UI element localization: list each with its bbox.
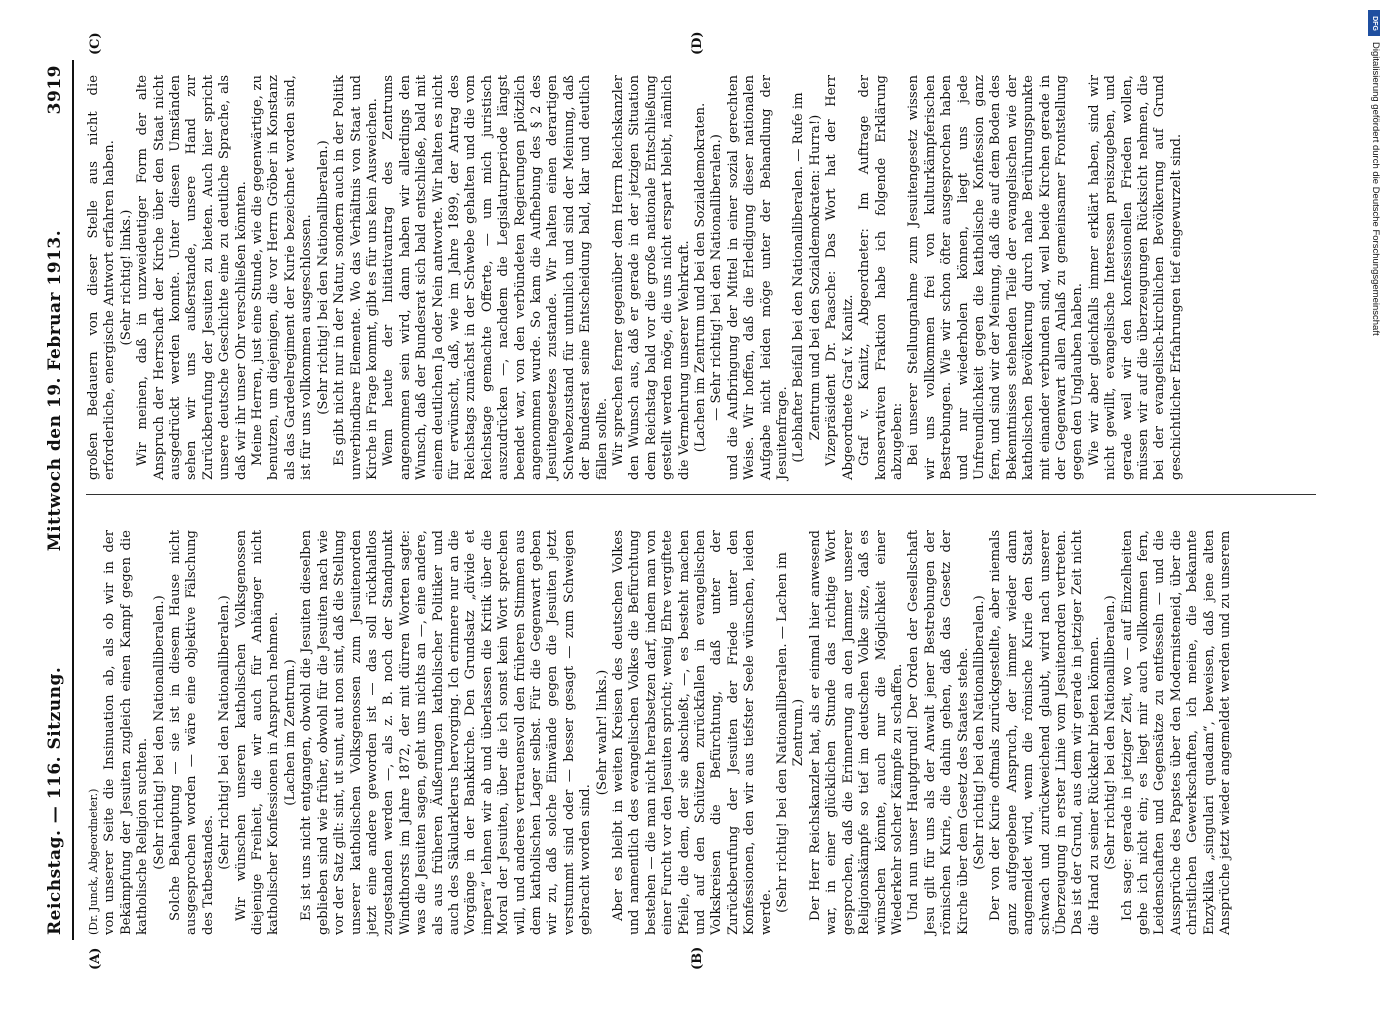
paragraph: Meine Herren, just eine Stunde, wie die gegenwärtige, zu benutzen, um diejenigen, die vor Herrn Gröber in Konstanz als das Gardeelregiment der Kurie bezeichnet worden sind, ist für uns vollkommen ausgeschlossen.	[250, 75, 315, 480]
header-rule	[72, 60, 74, 940]
dfg-logo-text: DFG	[1370, 15, 1378, 31]
interjection: (Lebhafter Beifall bei den Nationalliberalen. — Rufe im Zentrum und bei den Sozialdemokraten: Hurra!)	[791, 92, 823, 463]
margin-marker-b: (B)	[690, 946, 705, 970]
paragraph: Wie wir aber gleichfalls immer erklärt haben, sind wir nicht gewillt, evangelische Interessen preiszugeben, und gerade weil wir den konfessionellen Frieden wollen, müssen wir auf die überzeugungen Rücksicht nehmen, die bei der evangelisch-kirchlichen Bevölkerung auf Grund geschichtlicher Erfahrungen tief eingewurzelt sind.	[1086, 75, 1184, 480]
digitization-note: Digitalisierung gefördert durch die Deutsche Forschungsgemeinschaft	[1370, 42, 1381, 336]
interjection: (Lachen im Zentrum.)	[282, 659, 298, 806]
paragraph: großen Bedauern von dieser Stelle aus nicht die erforderliche, energische Antwort erfahren haben.	[86, 75, 118, 480]
paragraph: Wir meinen, daß in unzweideutiger Form der alte Anspruch der Herrschaft der Kirche über den Staat nicht ausgedrückt werden konnte. Unter diesen Umständen sehen wir uns außerstande, unsere Hand zur Zurückberufung der Jesuiten zu bieten. Auch hier spricht unsere deutsche Geschichte eine zu deutliche Sprache, als daß wir ihr unser Ohr verschließen könnten.	[135, 75, 249, 480]
margin-marker-a: (A)	[88, 947, 103, 970]
page-number: 3919	[45, 65, 65, 115]
paragraph: Ich sage: gerade in jetziger Zeit, wo — auf Einzelheiten gehe ich nicht ein; es liegt mir auch vollkommen fern, Leidenschaften und Gegensätze zu entfesseln — und die Aussprüche des Papstes über den Modernisteneid, über die christlichen Gewerkschaften, ich meine, die bekannte Enzyklika „singulari quadam“, beweisen, daß jene alten Ansprüche jetzt wieder angemeldet werden und zu unserem	[1119, 530, 1234, 935]
column-right	[86, 75, 1185, 480]
header-date: Mittwoch den 19. Februar 1913.	[45, 229, 65, 552]
paragraph: und die Aufbringung der Mittel in einer sozial gerechten Weise. Wir hoffen, daß die Erledigung dieser nationalen Aufgabe nicht leiden möge unter der Behandlung der Jesuitenfrage.	[725, 75, 791, 480]
paragraph: von unserer Seite die Insinuation ab, als ob wir in der Bekämpfung der Jesuiten zugleich einen Kampf gegen die katholische Religion suchten.	[102, 530, 151, 935]
paragraph: Wir wünschen unseren katholischen Volksgenossen diejenige Freiheit, die wir auch für Anhänger nicht katholischer Konfessionen in Anspruch nehmen.	[233, 530, 282, 935]
paragraph: Der von der Kurie oftmals zurückgestellte, aber niemals ganz aufgegebene Anspruch, der immer wieder dann angemeldet wird, wenn die römische Kurie den Staat schwach und zurückweichend glaubt, wird nach unserer Überzeugung in erster Linie vom Jesuitenorden vertreten. Das ist der Grund, aus dem wir gerade in jetziger Zeit nicht die Hand zu seiner Rückkehr bieten können.	[988, 530, 1102, 935]
dfg-logo	[1368, 10, 1380, 36]
interjection: (Sehr richtig! bei den Nationalliberalen.)	[151, 595, 167, 870]
speaker-announcement: Vizepräsident Dr. Paasche: Das Wort hat der Herr Abgeordnete Graf v. Kanitz.	[824, 75, 856, 480]
paragraph: Solche Behauptung — sie ist in diesem Hause nicht ausgesprochen worden — wäre eine objektive Fälschung des Tatbestandes.	[168, 530, 216, 935]
interjection: (Sehr richtig! links.)	[118, 209, 134, 346]
page-header	[40, 65, 70, 935]
paragraph: Es ist uns nicht entgangen, obwohl die Jesuiten dieselben geblieben sind wie früher, obwohl für die Jesuiten nach wie vor der Satz gilt: sint, ut sunt, aut non sint, daß die Stellung unserer katholischen Volksgenossen zum Jesuitenorden jetzt eine andere geworden ist — das soll rückhaltlos zugestanden werden —, als z. B. noch der Standpunkt Windthorsts im Jahre 1872, der mit dürren Worten sagte: was die Jesuiten sagen, geht uns nichts an —, eine andere, als aus früheren Äußerungen katholischer Politiker und auch des Säkularklerus hervorging. Ich erinnere nur an die Vorgänge in der Bankkirche. Den Grundsatz „divide et impera“ lehnen wir ab und überlassen die Kritik über die Moral der Jesuiten, über die ich sonst kein Wort sprechen will, und anderes vertrauensvoll den früheren Stimmen aus dem katholischen Lager selbst. Für die Gegenwart geben wir zu, daß solche Einwände gegen die Jesuiten jetzt verstummt sind oder — besser gesagt — zum Schweigen gebracht worden sind.	[299, 530, 594, 935]
column-divider	[86, 494, 1316, 495]
speaker-reference: (Dr. Junck, Abgeordneter.)	[87, 788, 100, 935]
paragraph: Es gibt nicht nur in der Natur, sondern auch in der Politik unverbindbare Elemente. Wo das Verhältnis von Staat und Kirche in Frage kommt, gibt es für uns kein Ausweichen.	[332, 75, 380, 480]
paragraph: Bei unserer Stellungnahme zum Jesuitengesetz wissen wir uns vollkommen frei von kulturkämpferischen Bestrebungen. Wie wir schon öfter ausgesprochen haben und nur wiederholen können, liegt uns jede Unfreundlichkeit gegen die katholische Konfession ganz fern, und sind wir der Meinung, daß die auf dem Boden des Bekenntnisses stehenden Teile der evangelischen wie der katholischen Bevölkerung durch nahe Berührungspunkte mit einander verbunden sind, weil beide Kirchen gerade in der Gegenwart allen Anlaß zu gemeinsamer Frontstellung gegen den Unglauben haben.	[906, 75, 1086, 480]
interjection: (Sehr richtig! bei den Nationalliberalen.)	[1103, 595, 1119, 870]
interjection: (Sehr richtig! bei den Nationalliberalen.)	[217, 595, 233, 870]
paragraph: Der Herr Reichskanzler hat, als er einmal hier anwesend war, in einer glücklichen Stunde das richtige Wort gesprochen, daß die Erinnerung an den Jammer unserer Religionskämpfe so tief im deutschen Volke sitze, daß es wünschen könnte, auch nur die Möglichkeit einer Wiederkehr solcher Kämpfe zu schaffen.	[807, 530, 905, 935]
paragraph: Wir sprechen ferner gegenüber dem Herrn Reichskanzler den Wunsch aus, daß er gerade in der jetzigen Situation dem Reichstag bald vor die große nationale Entschließung gestellt werden möge, die uns nicht erspart bleibt, nämlich die Vermehrung unserer Wehrkraft.	[611, 75, 692, 480]
interjection: — Sehr richtig! bei den Nationalliberalen.)	[709, 134, 725, 421]
paragraph: Und nun unser Hauptgrund! Der Orden der Gesellschaft Jesu gilt für uns als der Anwalt jener Bestrebungen der römischen Kurie, die dahin gehen, daß das Gesetz der Kirche über dem Gesetz des Staates stehe.	[906, 530, 971, 935]
margin-marker-c: (C)	[88, 32, 103, 55]
interjection: (Lachen im Zentrum und bei den Sozialdemokraten.	[693, 102, 709, 453]
speaker-paragraph: Graf v. Kanitz, Abgeordneter: Im Auftrage der konservativen Fraktion habe ich folgende Erklärung abzugeben:	[857, 75, 905, 480]
column-left	[86, 530, 1234, 935]
interjection: (Sehr wahr! links.)	[594, 669, 610, 796]
margin-marker-d: (D)	[690, 31, 705, 55]
interjection: (Sehr richtig! bei den Nationalliberalen. — Lachen im Zentrum.)	[775, 552, 807, 913]
interjection: (Sehr richtig! bei den Nationalliberalen.)	[971, 595, 987, 870]
interjection: (Sehr richtig! bei den Nationalliberalen.)	[315, 140, 331, 415]
paragraph: Wenn heute der Initiativantrag des Zentrums angenommen sein wird, dann haben wir allerdings den Wunsch, daß der Bundesrat sich bald entschließe, bald mit einem deutlichen Ja oder Nein antworte. Wir halten es nicht für erwünscht, daß, wie im Jahre 1899, der Antrag des Reichstags zunächst in der Schwebe gehalten und die vom Reichstage gemachte Offerte, — um mich juristisch auszudrücken —, nachdem die Legislaturperiode längst beendet war, von den verbündeten Regierungen plötzlich angenommen wurde. So kam die Aufhebung des § 2 des Jesuitengesetzes zustande. Wir halten einen derartigen Schwebezustand für untunlich und sind der Meinung, daß der Bundesrat seine Entscheidung bald, klar und deutlich fällen sollte.	[381, 75, 610, 480]
header-left: Reichstag. — 116. Sitzung.	[45, 666, 65, 935]
paragraph: Aber es bleibt in weiten Kreisen des deutschen Volkes und namentlich des evangelischen Volkes die Befürchtung bestehen — die man nicht herabsetzen darf, indem man von einer Furcht vor den Jesuiten spricht; wenig Ehre vergiftete Pfeile, die dem, der sie abschießt, —, es besteht machen und auf den Schützen zurückfallen in evangelischen Volkskreisen die Befürchtung, daß unter der Zurückberufung der Jesuiten der Friede unter den Konfessionen, den wir aus tiefster Seele wünschen, leiden werde.	[611, 530, 774, 935]
